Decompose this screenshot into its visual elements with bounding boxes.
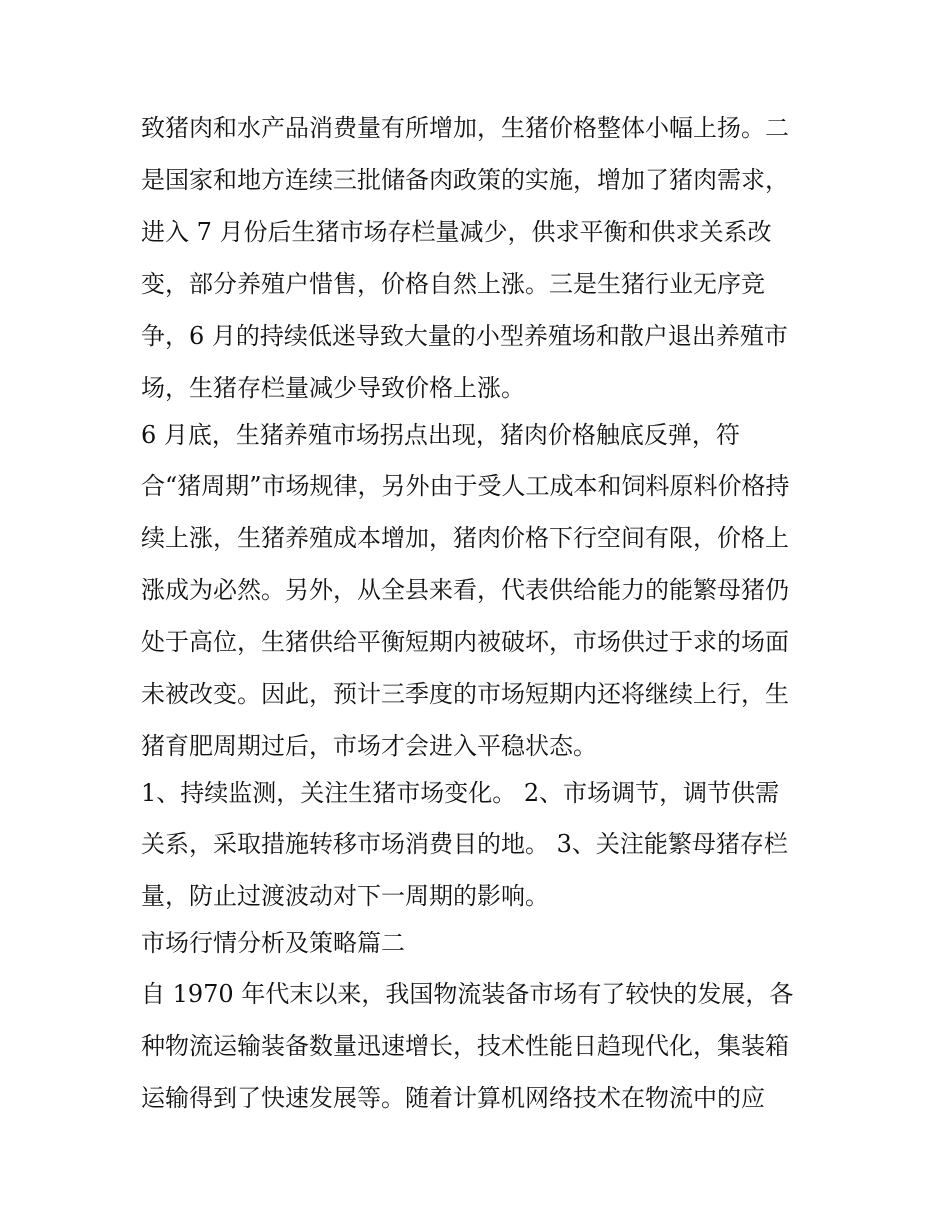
text-line: 关系，采取措施转移市场消费目的地。 3、关注能繁母猪存栏 [141, 830, 788, 858]
text-line: 6 月底，生猪养殖市场拐点出现，猪肉价格触底反弹，符 [141, 421, 740, 449]
text-line: 场，生猪存栏量减少导致价格上涨。 [141, 374, 525, 402]
text-line: 量，防止过渡波动对下一周期的影响。 [141, 882, 549, 910]
text-line: 种物流运输装备数量迅速增长，技术性能日趋现代化，集装箱 [141, 1032, 789, 1060]
text-line: 合“猪周期”市场规律，另外由于受人工成本和饲料原料价格持 [141, 472, 790, 500]
text-line: 处于高位，生猪供给平衡短期内被破坏，市场供过于求的场面 [141, 628, 789, 656]
text-line: 涨成为必然。另外，从全县来看，代表供给能力的能繁母猪仍 [141, 576, 789, 604]
text-line: 是国家和地方连续三批储备肉政策的实施，增加了猪肉需求， [141, 166, 789, 194]
text-line: 自 1970 年代末以来，我国物流装备市场有了较快的发展，各 [141, 980, 794, 1008]
text-line: 猪育肥周期过后，市场才会进入平稳状态。 [141, 732, 597, 760]
text-line: 1、持续监测，关注生猪市场变化。 2、市场调节，调节供需 [141, 779, 780, 807]
text-line: 致猪肉和水产品消费量有所增加，生猪价格整体小幅上扬。二 [141, 114, 789, 142]
section-heading: 市场行情分析及策略篇二 [141, 929, 405, 957]
text-line: 未被改变。因此，预计三季度的市场短期内还将继续上行，生 [141, 680, 789, 708]
text-line: 争，6 月的持续低迷导致大量的小型养殖场和散户退出养殖市 [141, 322, 788, 350]
text-line: 变，部分养殖户惜售，价格自然上涨。三是生猪行业无序竞 [141, 270, 765, 298]
text-line: 运输得到了快速发展等。随着计算机网络技术在物流中的应 [141, 1084, 765, 1112]
text-line: 进入 7 月份后生猪市场存栏量减少，供求平衡和供求关系改 [141, 218, 772, 246]
text-line: 续上涨，生猪养殖成本增加，猪肉价格下行空间有限，价格上 [141, 524, 789, 552]
